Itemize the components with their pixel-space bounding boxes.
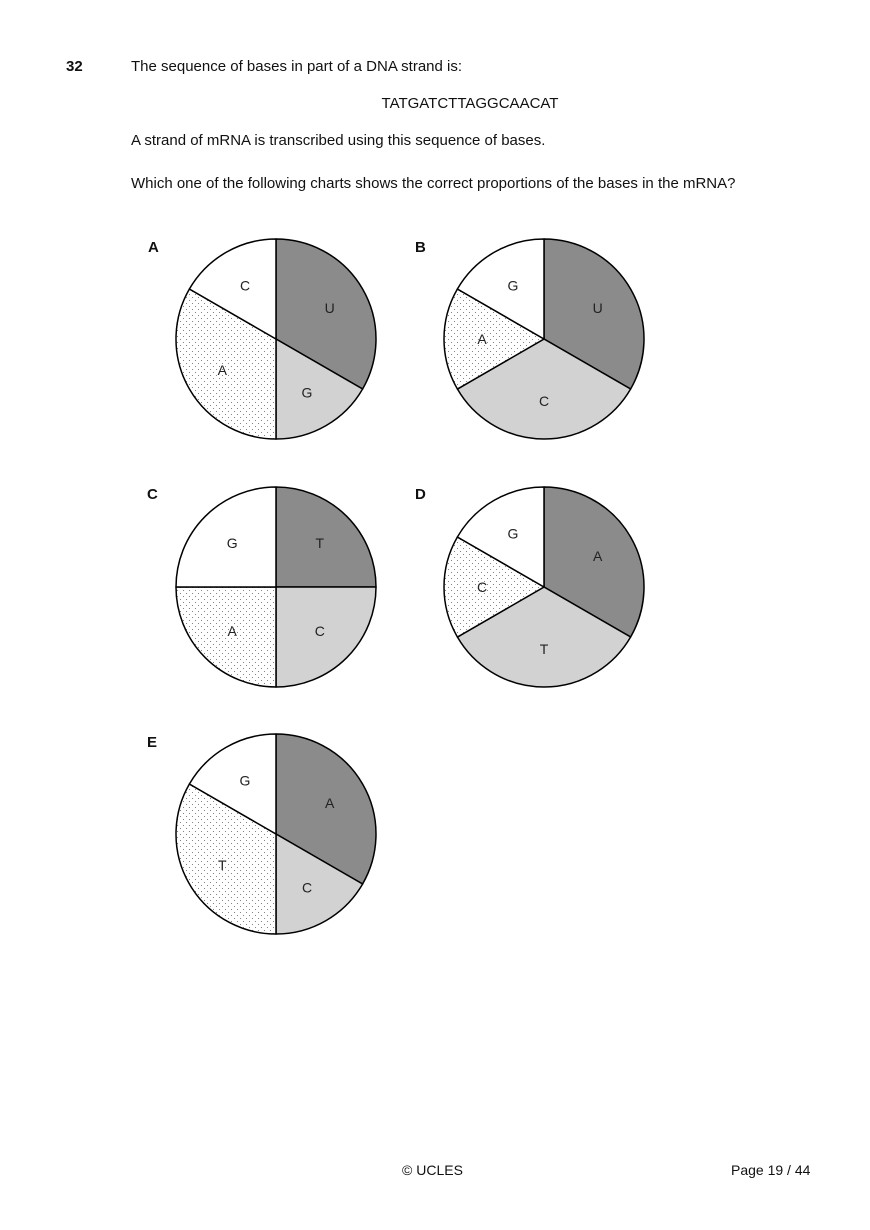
footer-copyright: © UCLES bbox=[402, 1162, 463, 1178]
pie-e-label-a: A bbox=[325, 795, 335, 811]
pie-a-label-a: A bbox=[217, 362, 227, 378]
pie-e-label-g: G bbox=[239, 772, 251, 789]
footer-page-number: Page 19 / 44 bbox=[731, 1162, 811, 1178]
pie-c-label-t: T bbox=[315, 535, 325, 552]
question-prompt: Which one of the following charts shows the correct proportions of the bases in the mRNA? bbox=[131, 175, 736, 192]
question-statement: A strand of mRNA is transcribed using this sequence of bases. bbox=[131, 132, 546, 149]
pie-d-label-a: A bbox=[593, 548, 603, 564]
option-e-letter: E bbox=[147, 734, 158, 751]
pie-chart-d bbox=[441, 484, 647, 690]
pie-d-label-g: G bbox=[507, 525, 519, 542]
dna-sequence: TATGATCTTAGGCAACAT bbox=[381, 95, 559, 112]
pie-b-label-c: C bbox=[538, 393, 550, 409]
option-c-letter: C bbox=[147, 486, 158, 503]
pie-chart-a bbox=[173, 236, 379, 442]
pie-a-label-g: G bbox=[301, 384, 313, 401]
pie-c-label-g: G bbox=[226, 535, 238, 552]
question-number: 32 bbox=[66, 58, 83, 75]
pie-a-label-u: U bbox=[324, 300, 335, 316]
pie-e-label-c: C bbox=[301, 879, 313, 896]
pie-chart-e bbox=[173, 731, 379, 937]
pie-c-label-c: C bbox=[314, 622, 325, 639]
pie-b-label-g: G bbox=[507, 277, 519, 294]
pie-chart-c bbox=[173, 484, 379, 690]
option-a-letter: A bbox=[148, 239, 159, 256]
pie-b-label-a: A bbox=[477, 331, 487, 347]
pie-c-slice-t bbox=[276, 487, 376, 587]
pie-e-label-t: T bbox=[218, 857, 227, 873]
pie-a-label-c: C bbox=[239, 277, 251, 294]
pie-chart-b bbox=[441, 236, 647, 442]
pie-d-label-c: C bbox=[476, 579, 488, 595]
pie-c-slice-c bbox=[276, 587, 376, 687]
pie-b-label-u: U bbox=[592, 300, 603, 316]
question-intro: The sequence of bases in part of a DNA strand is: bbox=[131, 58, 463, 75]
pie-d-label-t: T bbox=[539, 641, 549, 657]
pie-c-label-a: A bbox=[227, 622, 237, 639]
option-b-letter: B bbox=[415, 239, 426, 256]
pie-c-slice-a bbox=[176, 587, 276, 687]
option-d-letter: D bbox=[415, 486, 426, 503]
